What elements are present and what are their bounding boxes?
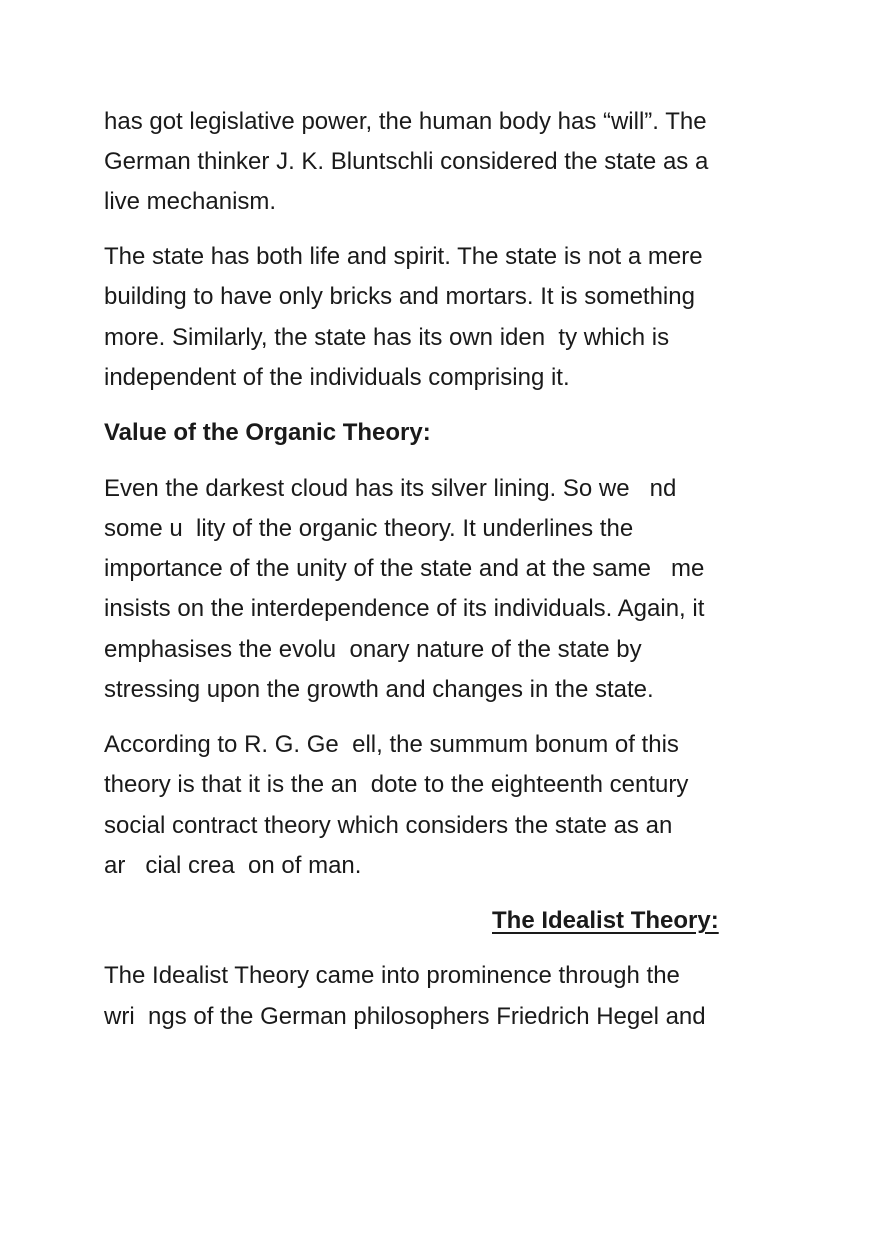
text-line: German thinker J. K. Bluntschli considered the state as a bbox=[104, 148, 709, 175]
text-line: The state has both life and spirit. The state is not a mere bbox=[104, 243, 703, 270]
text-line: social contract theory which considers the state as an bbox=[104, 812, 673, 839]
text-line: Even the darkest cloud has its silver lining. So we nd bbox=[104, 475, 677, 502]
text-line: independent of the individuals comprising it. bbox=[104, 364, 570, 391]
text-line: According to R. G. Ge ell, the summum bonum of this bbox=[104, 731, 679, 758]
text-line: insists on the interdependence of its individuals. Again, it bbox=[104, 595, 705, 622]
text-line: has got legislative power, the human body has “will”. The bbox=[104, 108, 707, 135]
text-line: some u lity of the organic theory. It underlines the bbox=[104, 515, 634, 542]
text-line: live mechanism. bbox=[104, 188, 277, 215]
text-line: theory is that it is the an dote to the eighteenth century bbox=[104, 771, 689, 798]
text-line: The Idealist Theory came into prominence through the bbox=[104, 962, 680, 989]
text-line: emphasises the evolu onary nature of the state by bbox=[104, 636, 642, 663]
text-line: importance of the unity of the state and at the same me bbox=[104, 555, 705, 582]
text-line: stressing upon the growth and changes in the state. bbox=[104, 676, 654, 703]
text-line: ar cial crea on of man. bbox=[104, 852, 362, 879]
text-line: wri ngs of the German philosophers Friedrich Hegel and bbox=[104, 1003, 706, 1030]
section-heading-organic-value: Value of the Organic Theory: bbox=[104, 419, 431, 446]
text-line: building to have only bricks and mortars. It is something bbox=[104, 283, 695, 310]
section-heading-idealist: The Idealist Theory: bbox=[492, 907, 719, 934]
text-line: more. Similarly, the state has its own iden ty which is bbox=[104, 324, 670, 351]
